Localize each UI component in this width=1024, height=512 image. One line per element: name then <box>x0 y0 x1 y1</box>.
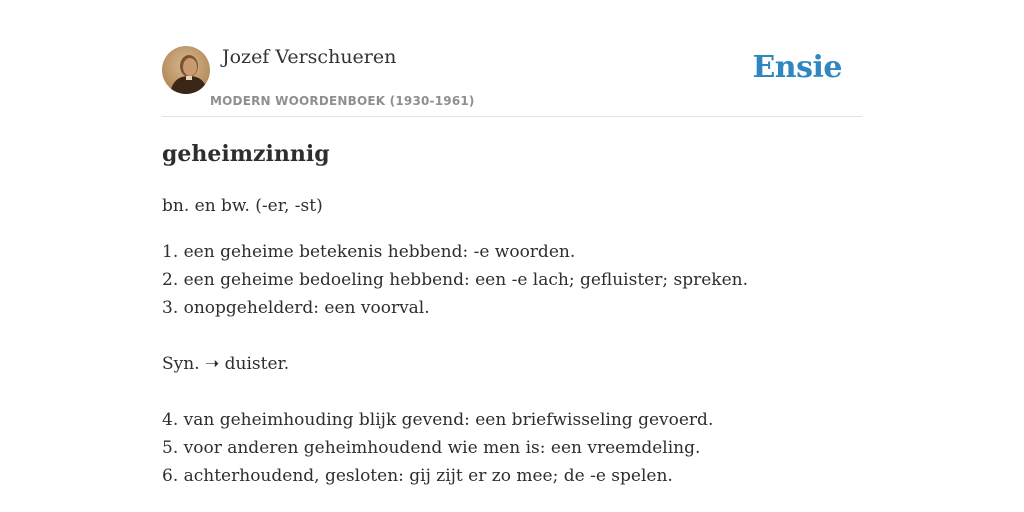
meaning-2: 2. een geheime bedoeling hebbend: een -e lach; gefluister; spreken. <box>162 270 749 290</box>
author-avatar[interactable] <box>162 46 210 94</box>
ensie-logo[interactable]: Ensie <box>752 50 842 85</box>
meanings-list-b <box>162 406 862 490</box>
headword-title: geheimzinnig <box>162 141 330 167</box>
meaning-4: 4. van geheimhouding blijk gevend: een briefwisseling gevoerd. <box>162 410 714 430</box>
meaning-3: 3. onopgehelderd: een voorval. <box>162 298 430 318</box>
synonym-line: Syn. ➝ duister. <box>162 354 290 374</box>
author-portrait-image <box>162 46 210 94</box>
author-name[interactable]: Jozef Verschueren <box>222 46 397 68</box>
source-label[interactable]: MODERN WOORDENBOEK (1930-1961) <box>210 94 475 108</box>
grammar-label: bn. en bw. (-er, -st) <box>162 196 323 216</box>
meaning-6: 6. achterhoudend, gesloten: gij zijt er zo mee; de -e spelen. <box>162 466 673 486</box>
entry-content <box>162 136 862 490</box>
spacer <box>162 378 862 406</box>
spacer <box>162 322 862 350</box>
entry-header <box>162 44 862 117</box>
meaning-5: 5. voor anderen geheimhoudend wie men is: een vreemdeling. <box>162 438 701 458</box>
meanings-list-a <box>162 238 862 322</box>
meaning-1: 1. een geheime betekenis hebbend: -e woorden. <box>162 242 576 262</box>
